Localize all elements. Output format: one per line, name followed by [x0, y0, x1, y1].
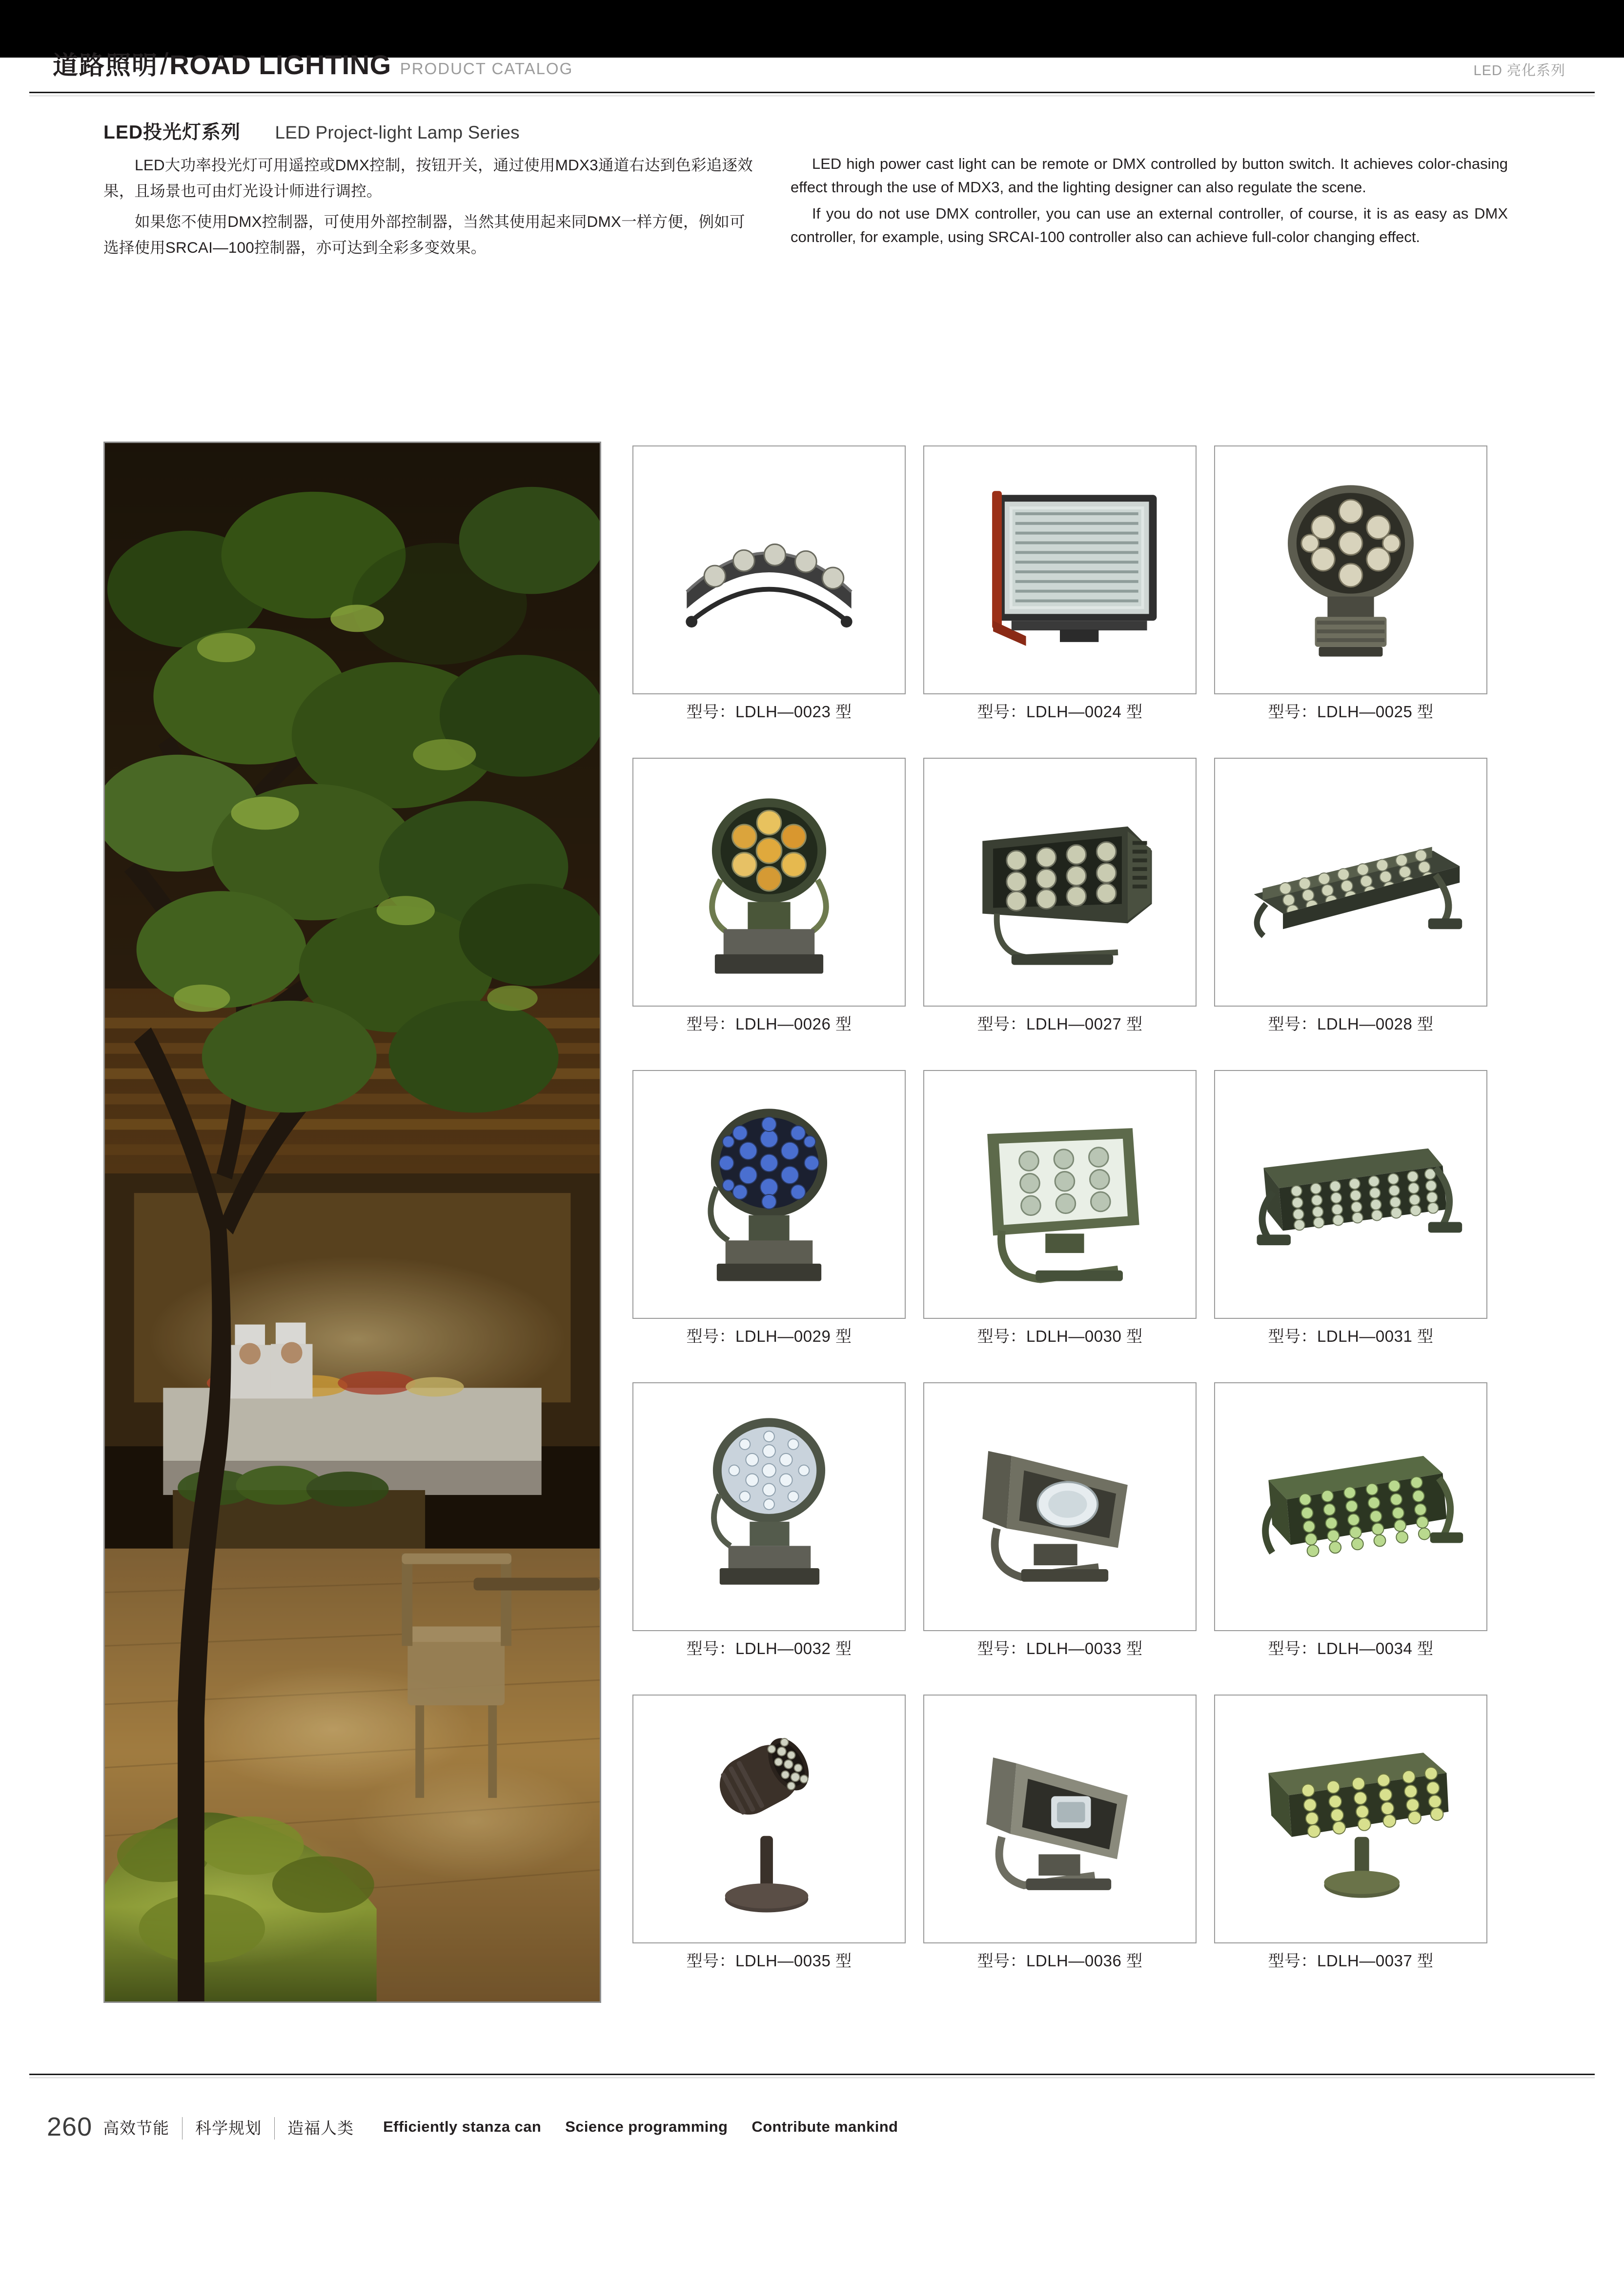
product-caption: 型号：LDLH—0035 型: [686, 1952, 852, 1970]
product-image-ldlh-0035: [632, 1695, 906, 1943]
product-cell[interactable]: [624, 754, 914, 1066]
application-photo-illustration: [105, 443, 600, 2001]
product-grid: [624, 442, 1497, 2003]
section-heading-en: LED Project-light Lamp Series: [275, 122, 520, 142]
intro-en-paragraph-2: If you do not use DMX controller, you can use an external controller, of course, it is as easy as DMX controller, for example, using SRCAI-100 controller also can achieve full-color changing effect.: [791, 205, 1508, 245]
page-footer: [0, 2074, 1624, 2220]
application-photo: [103, 442, 601, 2003]
section-heading-cn: LED投光灯系列: [103, 122, 241, 143]
product-caption: 型号：LDLH—0028 型: [1268, 1015, 1434, 1033]
product-caption: 型号：LDLH—0030 型: [977, 1327, 1143, 1345]
spot-stake-lamp-icon: [633, 1696, 905, 1942]
intro-cn-paragraph-2: 如果您不使用DMX控制器，可使用外部控制器，当然其使用起来同DMX一样方便，例如可选择使用SRCAI—100控制器，亦可达到全彩多变效果。: [103, 213, 745, 256]
round-multi-led-lamp-icon: [633, 1383, 905, 1630]
footer-slogan-en-3: Contribute mankind: [751, 2118, 898, 2135]
footer-divider-1: [182, 2117, 183, 2140]
product-caption: 型号：LDLH—0025 型: [1268, 703, 1434, 721]
product-image-ldlh-0025: [1214, 445, 1487, 694]
footer-slogan-en: [383, 2118, 917, 2136]
product-image-ldlh-0032: [632, 1382, 906, 1631]
page-number: 260: [47, 2112, 93, 2141]
product-image-ldlh-0023: [632, 445, 906, 694]
product-image-ldlh-0029: [632, 1070, 906, 1319]
product-image-ldlh-0034: [1214, 1382, 1487, 1631]
intro-en-paragraph-1: LED high power cast light can be remote or DMX controlled by button switch. It achieves color-chasing effect through the use of MDX3, and the lighting designer can also regulate the scene.: [791, 155, 1508, 196]
footer-slogan-en-2: Science programming: [565, 2118, 728, 2135]
product-cell[interactable]: [1205, 1066, 1496, 1378]
product-image-ldlh-0031: [1214, 1070, 1487, 1319]
product-caption: 型号：LDLH—0029 型: [686, 1327, 852, 1345]
product-caption: 型号：LDLH—0032 型: [686, 1639, 852, 1657]
product-caption: 型号：LDLH—0034 型: [1268, 1639, 1434, 1657]
product-caption: 型号：LDLH—0027 型: [977, 1015, 1143, 1033]
footer-content: [47, 2112, 917, 2142]
product-cell[interactable]: [1205, 754, 1496, 1066]
product-cell[interactable]: [1205, 1691, 1496, 2003]
product-caption: 型号：LDLH—0024 型: [977, 703, 1143, 721]
product-cell[interactable]: [914, 442, 1205, 754]
product-caption: 型号：LDLH—0023 型: [686, 703, 852, 721]
product-cell[interactable]: [914, 1066, 1205, 1378]
footer-slogan-en-1: Efficiently stanza can: [383, 2118, 542, 2135]
product-image-ldlh-0036: [923, 1695, 1197, 1943]
header-title-en: ROAD LIGHTING: [169, 49, 391, 80]
square-9led-handle-lamp-icon: [924, 1071, 1196, 1318]
wall-washer-bar-lamp-icon: [1215, 759, 1486, 1006]
product-image-ldlh-0027: [923, 758, 1197, 1007]
arc-bar-lamp-icon: [633, 446, 905, 693]
header-subtitle: PRODUCT CATALOG: [400, 60, 573, 78]
header-slash: /: [160, 47, 169, 81]
product-caption: 型号：LDLH—0033 型: [977, 1639, 1143, 1657]
product-cell[interactable]: [914, 754, 1205, 1066]
header-divider: [29, 92, 1595, 93]
footer-slogan-cn-3: 造福人类: [287, 2119, 354, 2137]
product-cell[interactable]: [1205, 442, 1496, 754]
product-image-ldlh-0033: [923, 1382, 1197, 1631]
rect-30led-green-lamp-icon: [1215, 1383, 1486, 1630]
product-caption: 型号：LDLH—0026 型: [686, 1015, 852, 1033]
rect-32led-pole-lamp-icon: [1215, 1696, 1486, 1942]
product-cell[interactable]: [914, 1691, 1205, 2003]
product-image-ldlh-0030: [923, 1070, 1197, 1319]
intro-chinese-column: [103, 152, 757, 261]
product-caption: 型号：LDLH—0037 型: [1268, 1952, 1434, 1970]
product-caption: 型号：LDLH—0031 型: [1268, 1327, 1434, 1345]
round-7led-base-lamp-icon: [633, 759, 905, 1006]
section-heading: [103, 117, 520, 144]
product-image-ldlh-0028: [1214, 758, 1487, 1007]
footer-divider: [29, 2074, 1595, 2075]
product-cell[interactable]: [624, 1691, 914, 2003]
page-header: [0, 0, 1624, 105]
header-series-label: LED 亮化系列: [1473, 63, 1565, 79]
cob-flood-lamp-icon: [924, 1696, 1196, 1942]
footer-slogan-cn-2: 科学规划: [195, 2119, 262, 2137]
product-image-ldlh-0037: [1214, 1695, 1487, 1943]
product-image-ldlh-0026: [632, 758, 906, 1007]
product-cell[interactable]: [624, 442, 914, 754]
product-image-ldlh-0024: [923, 445, 1197, 694]
footer-slogan-cn-1: 高效节能: [103, 2119, 170, 2137]
product-caption: 型号：LDLH—0036 型: [977, 1952, 1143, 1970]
rect-36led-lamp-icon: [1215, 1071, 1486, 1318]
panel-flood-lamp-icon: [924, 446, 1196, 693]
header-title-cn: 道路照明: [53, 52, 159, 80]
product-cell[interactable]: [624, 1066, 914, 1378]
rect-12led-lamp-icon: [924, 759, 1196, 1006]
footer-divider-2: [274, 2117, 275, 2140]
round-9led-lamp-icon: [1215, 446, 1486, 693]
intro-cn-paragraph-1: LED大功率投光灯可用遥控或DMX控制，按钮开关，通过使用MDX3通道右达到色彩追逐效果，且场景也可由灯光设计师进行调控。: [103, 156, 753, 200]
product-cell[interactable]: [1205, 1378, 1496, 1691]
product-cell[interactable]: [914, 1378, 1205, 1691]
header-title: [53, 45, 573, 81]
round-18led-base-lamp-icon: [633, 1071, 905, 1318]
intro-english-column: [791, 152, 1508, 249]
product-cell[interactable]: [624, 1378, 914, 1691]
angled-flood-lamp-icon: [924, 1383, 1196, 1630]
